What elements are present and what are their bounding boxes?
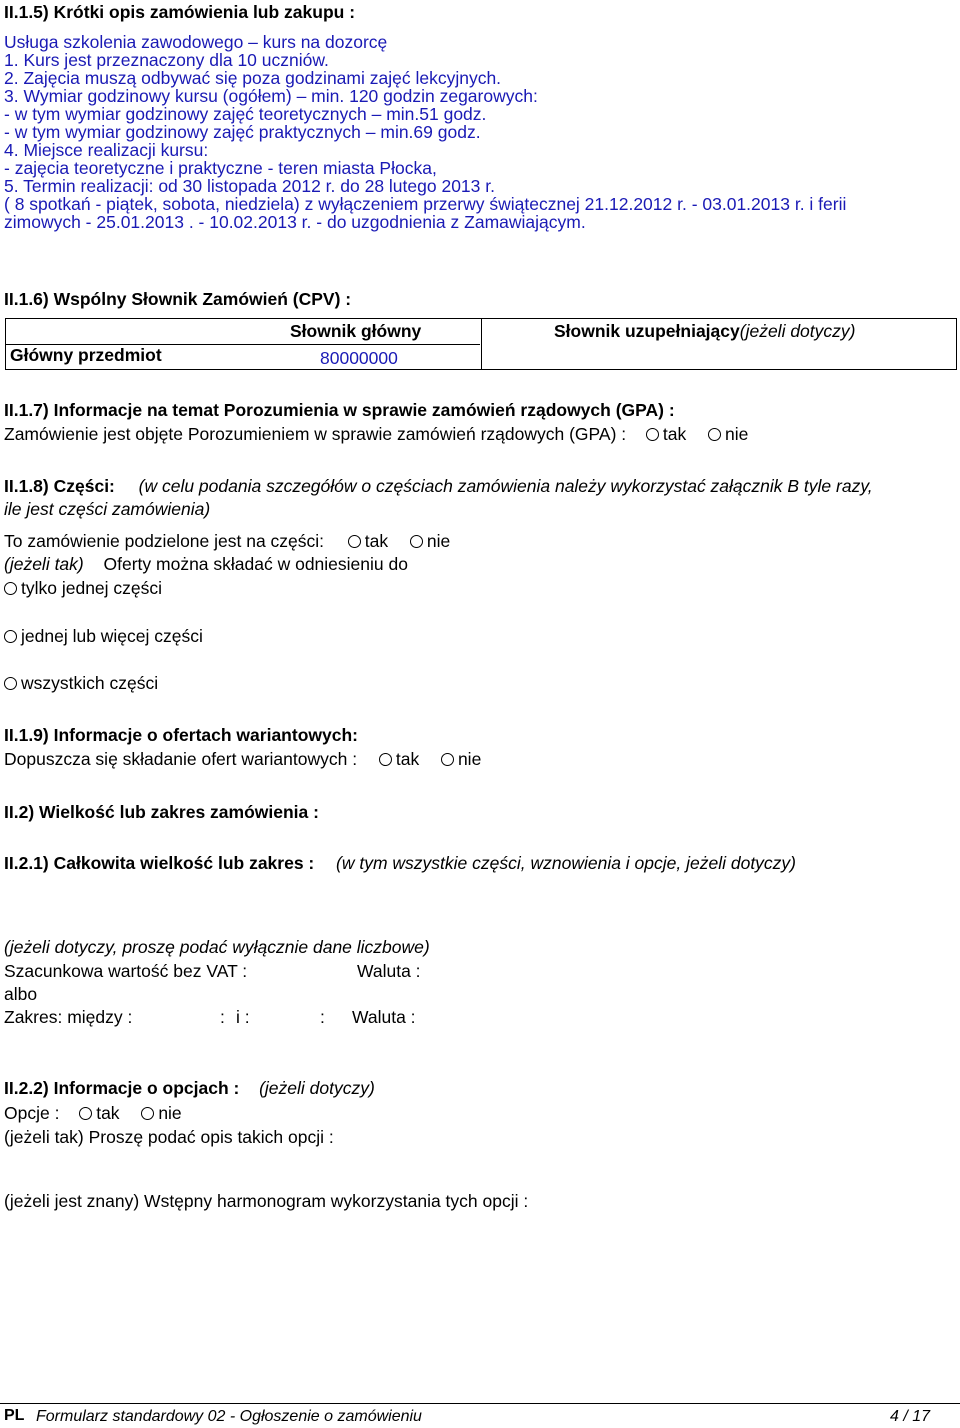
options-label: Opcje : bbox=[4, 1103, 60, 1123]
gpa-question-text: Zamówienie jest objęte Porozumieniem w sprawie zamówień rządowych (GPA) : bbox=[4, 424, 627, 444]
cpv-table bbox=[5, 318, 957, 370]
variants-question-text: Dopuszcza się składanie ofert wariantowych : bbox=[4, 749, 358, 769]
footer-divider bbox=[0, 1403, 960, 1404]
footer-page-number: 4 / 17 bbox=[889, 1408, 930, 1425]
quantity-cond: (jeżeli dotyczy, proszę podać wyłącznie dane liczbowe) bbox=[4, 937, 430, 957]
footer-lang: PL bbox=[4, 1407, 25, 1424]
options-desc: (jeżeli tak) Proszę podać opis takich opcji : bbox=[4, 1127, 334, 1147]
description-line: 3. Wymiar godzinowy kursu (ogółem) – min. 120 godzin zegarowych: bbox=[4, 86, 538, 106]
gpa-radio-yes[interactable] bbox=[646, 424, 686, 444]
description-line: Usługa szkolenia zawodowego – kurs na dozorcę bbox=[4, 32, 388, 52]
radio-circle-icon bbox=[441, 753, 454, 766]
parts-radio-no[interactable] bbox=[410, 531, 450, 551]
section-title-ii-2-2: II.2.2) Informacje o opcjach : bbox=[4, 1078, 240, 1098]
parts-radio-one-or-more[interactable] bbox=[4, 626, 203, 647]
radio-circle-icon bbox=[4, 582, 17, 595]
description-line: 4. Miejsce realizacji kursu: bbox=[4, 140, 209, 160]
parts-no-label: nie bbox=[426, 531, 451, 551]
radio-circle-icon bbox=[4, 677, 17, 690]
options-no-label: nie bbox=[158, 1103, 182, 1123]
range-label: Zakres: między : bbox=[4, 1007, 133, 1027]
radio-circle-icon bbox=[141, 1107, 154, 1120]
quantity-note: (w tym wszystkie części, wznowienia i opcje, jeżeli dotyczy) bbox=[336, 853, 797, 873]
parts-cond: (jeżeli tak) bbox=[4, 554, 84, 574]
radio-circle-icon bbox=[379, 753, 392, 766]
variants-yes-label: tak bbox=[395, 749, 420, 769]
section-ii-1-8-header bbox=[4, 476, 873, 497]
parts-radio-one[interactable] bbox=[4, 578, 162, 599]
estimate-currency-label: Waluta : bbox=[357, 961, 421, 981]
variants-radio-no[interactable] bbox=[441, 749, 481, 769]
variants-no-label: nie bbox=[457, 749, 482, 769]
variants-question bbox=[4, 749, 481, 770]
cpv-main-code: 80000000 bbox=[320, 348, 398, 368]
description-text bbox=[4, 33, 846, 231]
description-line: 5. Termin realizacji: od 30 listopada 2012 r. do 28 lutego 2013 r. bbox=[4, 176, 495, 196]
cpv-col-supp-note: (jeżeli dotyczy) bbox=[739, 321, 856, 341]
description-line: - w tym wymiar godzinowy zajęć praktycznych – min.69 godz. bbox=[4, 122, 481, 142]
gpa-radio-no[interactable] bbox=[708, 424, 748, 444]
radio-circle-icon bbox=[708, 428, 721, 441]
options-radio-no[interactable] bbox=[141, 1103, 181, 1123]
variants-radio-yes[interactable] bbox=[379, 749, 419, 769]
or-label: albo bbox=[4, 984, 38, 1004]
radio-circle-icon bbox=[79, 1107, 92, 1120]
section-title-ii-1-5: II.1.5) Krótki opis zamówienia lub zakupu : bbox=[4, 2, 356, 22]
section-ii-2-2-header bbox=[4, 1078, 375, 1099]
parts-question bbox=[4, 531, 450, 552]
radio-circle-icon bbox=[646, 428, 659, 441]
radio-circle-icon bbox=[4, 630, 17, 643]
range-and-label: i : bbox=[236, 1007, 250, 1027]
section-title-ii-2-1: II.2.1) Całkowita wielkość lub zakres : bbox=[4, 853, 315, 873]
range-colon-2: : bbox=[320, 1007, 325, 1027]
section-title-ii-1-7: II.1.7) Informacje na temat Porozumienia w sprawie zamówień rządowych (GPA) : bbox=[4, 400, 675, 420]
description-line: - zajęcia teoretyczne i praktyczne - teren miasta Płocka, bbox=[4, 158, 437, 178]
footer-form-name: Formularz standardowy 02 - Ogłoszenie o zamówieniu bbox=[36, 1408, 422, 1425]
description-line: 1. Kurs jest przeznaczony dla 10 uczniów. bbox=[4, 50, 329, 70]
options-note: (jeżeli dotyczy) bbox=[259, 1078, 375, 1098]
options-radio-yes[interactable] bbox=[79, 1103, 119, 1123]
description-line: - w tym wymiar godzinowy zajęć teoretycznych – min.51 godz. bbox=[4, 104, 487, 124]
cpv-col-supp-header bbox=[554, 321, 855, 342]
gpa-question bbox=[4, 424, 748, 445]
parts-note-2: ile jest części zamówienia) bbox=[4, 499, 211, 519]
section-ii-2-1-header bbox=[4, 853, 796, 874]
parts-question-text: To zamówienie podzielone jest na części: bbox=[4, 531, 325, 551]
parts-offers-line bbox=[4, 554, 408, 575]
description-line: ( 8 spotkań - piątek, sobota, niedziela) z wyłączeniem przerwy świątecznej 21.12.2012 r. - 03.01.2013 r. i ferii bbox=[4, 194, 847, 214]
options-question bbox=[4, 1103, 182, 1124]
section-title-ii-1-8: II.1.8) Części: bbox=[4, 476, 115, 496]
estimate-label: Szacunkowa wartość bez VAT : bbox=[4, 961, 248, 981]
options-schedule: (jeżeli jest znany) Wstępny harmonogram wykorzystania tych opcji : bbox=[4, 1191, 529, 1211]
description-line: zimowych - 25.01.2013 . - 10.02.2013 r. - do uzgodnienia z Zamawiającym. bbox=[4, 212, 586, 232]
parts-one-label: tylko jednej części bbox=[21, 578, 163, 598]
range-colon: : bbox=[220, 1007, 225, 1027]
parts-offers-text: Oferty można składać w odniesieniu do bbox=[103, 554, 408, 574]
parts-radio-yes[interactable] bbox=[348, 531, 388, 551]
range-currency-label: Waluta : bbox=[352, 1007, 416, 1027]
parts-radio-all[interactable] bbox=[4, 673, 158, 694]
radio-circle-icon bbox=[348, 535, 361, 548]
section-title-ii-1-6: II.1.6) Wspólny Słownik Zamówień (CPV) : bbox=[4, 289, 352, 309]
description-line: 2. Zajęcia muszą odbywać się poza godzinami zajęć lekcyjnych. bbox=[4, 68, 502, 88]
section-title-ii-2: II.2) Wielkość lub zakres zamówienia : bbox=[4, 802, 319, 822]
cpv-row-label: Główny przedmiot bbox=[10, 345, 162, 365]
radio-circle-icon bbox=[410, 535, 423, 548]
cpv-col-supp-label: Słownik uzupełniający bbox=[554, 321, 740, 341]
gpa-yes-label: tak bbox=[662, 424, 687, 444]
parts-one-or-more-label: jednej lub więcej części bbox=[21, 626, 203, 646]
options-yes-label: tak bbox=[96, 1103, 120, 1123]
parts-note-1: (w celu podania szczegółów o częściach zamówienia należy wykorzystać załącznik B tyle razy, bbox=[138, 476, 873, 496]
section-title-ii-1-9: II.1.9) Informacje o ofertach wariantowych: bbox=[4, 725, 358, 745]
cpv-col-main-header: Słownik główny bbox=[290, 321, 422, 341]
parts-all-label: wszystkich części bbox=[21, 673, 159, 693]
parts-yes-label: tak bbox=[364, 531, 389, 551]
gpa-no-label: nie bbox=[725, 424, 749, 444]
